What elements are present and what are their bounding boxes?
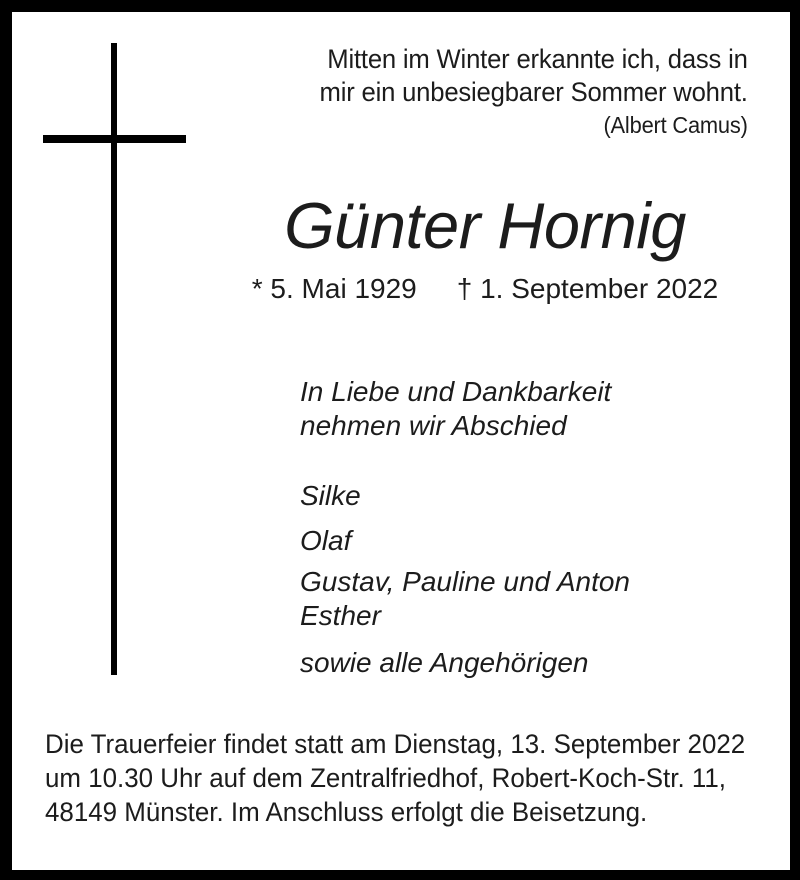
mourners-list	[300, 479, 630, 680]
mourner-name: Esther	[300, 600, 381, 631]
mourner-family-group	[300, 565, 630, 633]
cross-horizontal-bar	[43, 135, 186, 143]
farewell-line-2: nehmen wir Abschied	[300, 410, 567, 441]
farewell-block	[300, 375, 611, 443]
quote-line-2: mir ein unbesiegbarer Sommer wohnt.	[319, 77, 748, 107]
funeral-info	[45, 727, 745, 829]
deceased-name: Günter Hornig	[284, 189, 686, 262]
life-dates	[215, 275, 755, 303]
funeral-info-line-1: Die Trauerfeier findet statt am Dienstag, 13. September 2022	[45, 729, 746, 759]
mourner-name: Silke	[300, 480, 361, 511]
mourner-name: Olaf	[300, 525, 352, 556]
funeral-info-line-2: um 10.30 Uhr auf dem Zentralfriedhof, Robert-Koch-Str. 11,	[45, 763, 726, 793]
birth-date: * 5. Mai 1929	[251, 273, 417, 304]
farewell-line-1: In Liebe und Dankbarkeit	[300, 376, 612, 407]
quote-block	[320, 43, 748, 142]
funeral-info-line-3: 48149 Münster. Im Anschluss erfolgt die Beisetzung.	[45, 797, 648, 827]
quote-line-1: Mitten im Winter erkannte ich, dass in	[327, 44, 748, 74]
mourners-closing-line: sowie alle Angehörigen	[300, 647, 589, 678]
quote-attribution: (Albert Camus)	[603, 112, 748, 138]
mourner-name: Gustav, Pauline und Anton	[300, 566, 630, 597]
death-date: † 1. September 2022	[456, 273, 719, 304]
